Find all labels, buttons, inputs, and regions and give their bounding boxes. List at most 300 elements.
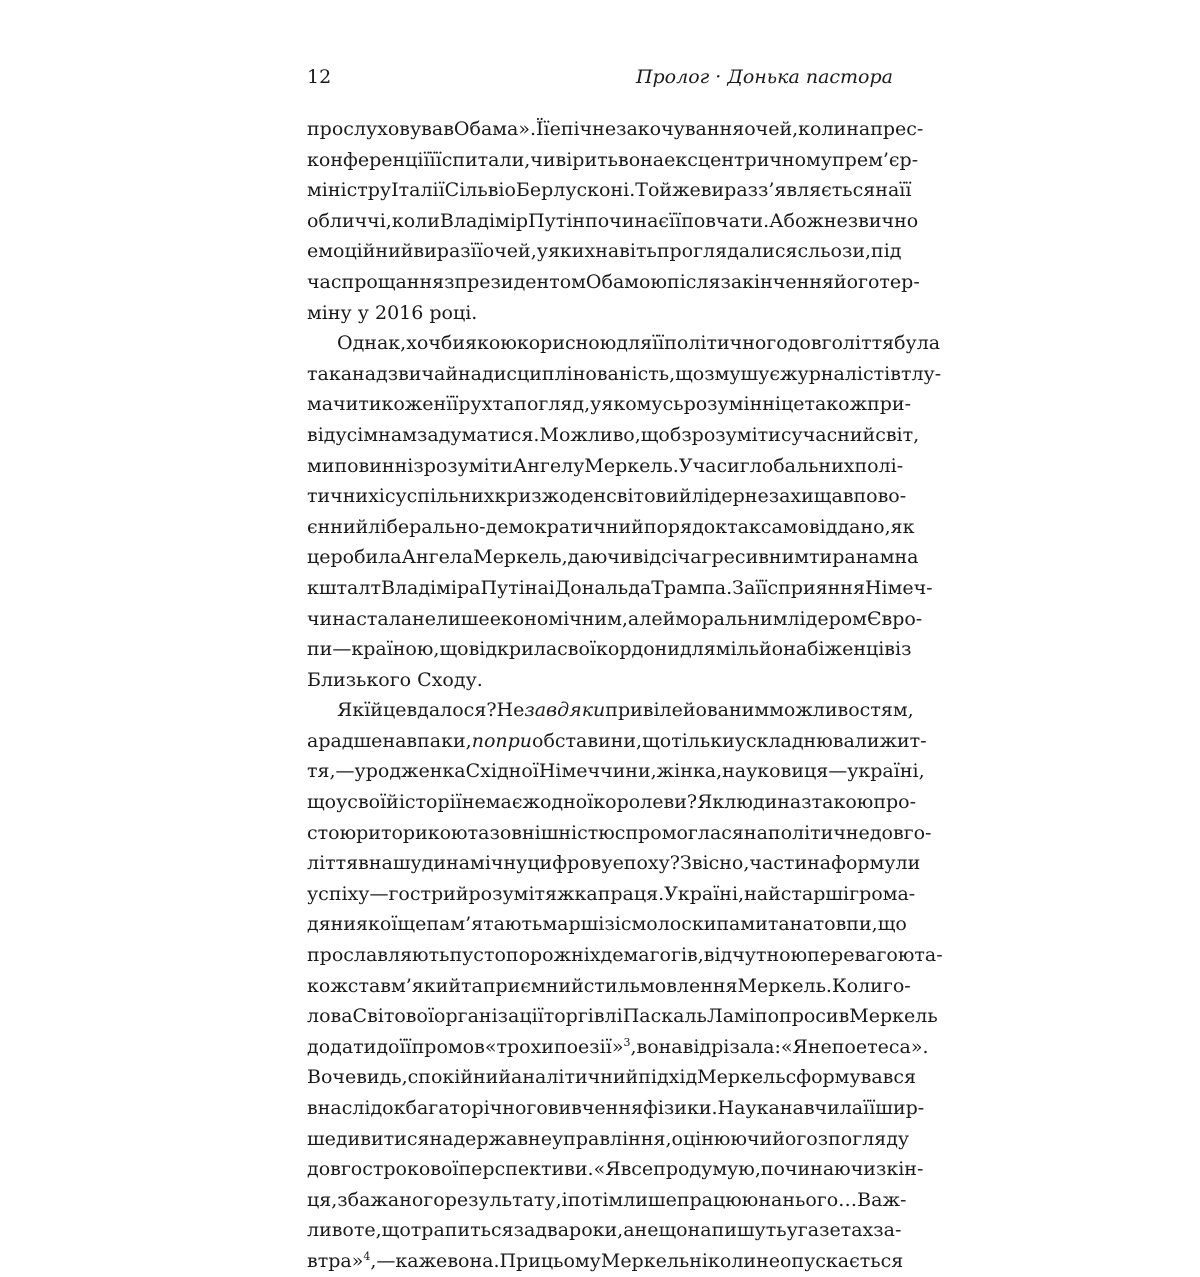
word [307, 1246, 376, 1277]
word: перевагою [807, 944, 915, 967]
word: закочування [616, 118, 745, 140]
text-line [307, 206, 919, 237]
word [832, 1032, 929, 1063]
text-line [307, 1001, 938, 1032]
word: кін- [886, 1158, 924, 1181]
word: дивитися [335, 1127, 430, 1150]
word: рух [458, 393, 493, 416]
word: ця, [307, 1188, 338, 1211]
word: багаторічного [405, 1097, 548, 1119]
word: Світової [352, 1005, 435, 1028]
word: навчила [779, 1097, 864, 1119]
text-run: це [382, 699, 407, 722]
word: ще [397, 913, 427, 936]
text-line [307, 267, 920, 298]
word: міну [307, 301, 352, 324]
text-line [307, 604, 923, 635]
text-run: цьому [540, 1249, 601, 1272]
text-run: що [642, 729, 672, 752]
word: конференції [307, 148, 430, 171]
word: го- [882, 974, 911, 997]
word: підхід [638, 1066, 698, 1089]
word: пустопорожніх [449, 944, 601, 967]
word [318, 726, 382, 757]
word: «Я [593, 1158, 621, 1181]
word [499, 1246, 540, 1277]
word: ливо [307, 1219, 354, 1242]
text-run: При [499, 1249, 541, 1272]
text-line [307, 756, 925, 787]
word: Паскаль [622, 1005, 707, 1028]
word: потім [567, 1188, 624, 1211]
word: закінчення [720, 270, 834, 293]
word: й [662, 607, 676, 630]
word: прем’єр- [832, 148, 919, 171]
word: тер- [879, 270, 920, 293]
text-run: опускається [779, 1249, 904, 1272]
word: нашу [368, 852, 422, 875]
word: вираз [700, 179, 759, 202]
text-run: ускладнювали [734, 729, 880, 752]
word: моральним [675, 607, 788, 630]
word: риторикою [356, 821, 468, 844]
word: Важ- [857, 1188, 907, 1211]
word: зі [604, 913, 621, 936]
word: Ламі [706, 1005, 755, 1028]
word: — [828, 760, 848, 783]
word [671, 726, 735, 757]
word: і [548, 576, 555, 599]
word: має [485, 791, 523, 814]
word: спокійний [407, 1066, 512, 1089]
text-run: Не [496, 699, 525, 722]
word: пово- [853, 485, 907, 508]
word: і [378, 485, 385, 508]
word: епоху? [612, 852, 680, 875]
word: два [535, 1219, 570, 1242]
word: світовий [606, 485, 692, 508]
word: усім [335, 423, 379, 446]
word: довго- [869, 821, 932, 844]
word: починаючи [760, 1158, 876, 1181]
word: у [357, 301, 369, 324]
word: та [461, 974, 483, 997]
word: вірить [555, 148, 618, 171]
word: 2016 [374, 301, 424, 324]
text-line [307, 512, 915, 543]
word: не [412, 607, 437, 630]
word: що [381, 1219, 411, 1242]
word: державне [453, 1127, 552, 1150]
word [447, 1246, 499, 1277]
word: розумінні [683, 393, 781, 416]
word: смолоскипами [620, 913, 768, 936]
word: його [833, 270, 880, 293]
word: очей, [482, 240, 537, 263]
word: прес- [870, 118, 924, 140]
text-run: промов [411, 1035, 485, 1058]
text-line [307, 634, 912, 665]
word: зрозуміти [681, 423, 781, 446]
text-run: не [756, 1249, 780, 1272]
word: з [444, 270, 455, 293]
word: кож [307, 974, 348, 997]
word [735, 726, 880, 757]
text-line [307, 114, 924, 145]
word: єнний [307, 515, 369, 538]
word: країною, [351, 638, 440, 661]
word: довгострокової [307, 1158, 459, 1181]
text-line [307, 328, 941, 359]
word: лова [307, 1005, 353, 1028]
word: Ангелу [512, 454, 585, 477]
word: на [429, 1127, 454, 1150]
word [601, 1246, 689, 1277]
word: королеви? [593, 791, 698, 814]
word: на [743, 821, 768, 844]
word: погляд, [514, 393, 591, 416]
text-run: а [307, 729, 319, 752]
emphasis: завдяки [524, 699, 606, 722]
text-line [307, 695, 914, 726]
word: зрозуміти [413, 454, 513, 477]
word: її [863, 1097, 876, 1119]
word: незвично [823, 209, 919, 232]
word [376, 1246, 395, 1277]
word: роки, [569, 1219, 624, 1242]
word: спитали, [441, 148, 531, 171]
word: Меркель. [584, 454, 679, 477]
word: тя, [307, 760, 336, 783]
word: Меркель [849, 1005, 938, 1028]
word [541, 1246, 601, 1277]
word: році. [429, 301, 478, 324]
word: повчати. [681, 209, 770, 232]
word: Ангела [401, 546, 474, 569]
word: торгівлі [543, 1005, 623, 1028]
text-line [307, 665, 894, 696]
footnote-ref: 4 [363, 1249, 371, 1263]
word: прощання [341, 270, 445, 293]
word: від [307, 423, 336, 446]
word: Східної [465, 760, 539, 783]
text-run: відрізала: [682, 1035, 781, 1058]
word: глобальних [739, 454, 855, 477]
word: та [492, 393, 515, 416]
word: змушує [704, 362, 781, 385]
word: трапиться [410, 1219, 514, 1242]
text-line [307, 298, 894, 329]
text-line [307, 1246, 904, 1277]
word: за [513, 1219, 536, 1242]
word: міністру [307, 179, 392, 202]
word: самовіддано, [760, 515, 891, 538]
text-line [307, 542, 919, 573]
word: чина [307, 607, 357, 630]
word: результату, [444, 1188, 562, 1211]
word: робила [330, 546, 402, 569]
word [524, 695, 605, 726]
text-run: навпаки, [382, 729, 472, 752]
word: країні, [677, 882, 745, 905]
text-line [307, 1032, 929, 1063]
word: спромоглася [614, 821, 744, 844]
text-line [307, 359, 942, 390]
word: бажаного [347, 1188, 445, 1211]
word: президентом [454, 270, 586, 293]
word: мовлення [639, 974, 738, 997]
running-head: Пролог · Донька пастора [635, 66, 893, 88]
word: приємний [482, 974, 584, 997]
word: не [744, 485, 769, 508]
word: її [429, 148, 442, 171]
word: такою [811, 791, 874, 814]
word: своїй [347, 791, 399, 814]
word: тичних [307, 485, 379, 508]
word [497, 695, 525, 726]
word: найстарші [744, 882, 850, 905]
word: щоб [640, 423, 682, 446]
word: що [439, 638, 469, 661]
word: пам’ятають [426, 913, 543, 936]
word: полі- [854, 454, 904, 477]
text-line [307, 879, 916, 910]
word: Близького [307, 668, 412, 691]
word [307, 726, 318, 757]
word: Трампа. [651, 576, 733, 599]
word: Коли [831, 974, 883, 997]
word: його [772, 1127, 818, 1150]
word: агресивним [690, 546, 810, 569]
word: нам [378, 423, 417, 446]
word: ліття [307, 852, 359, 875]
word: натовпи, [789, 913, 878, 936]
word: для [616, 332, 653, 355]
word [337, 695, 364, 726]
word [395, 1246, 447, 1277]
text-line [307, 420, 920, 451]
word: свої [557, 638, 597, 661]
text-line [307, 848, 921, 879]
word: з [875, 1158, 887, 1181]
word [781, 1032, 808, 1063]
word: епічне [549, 118, 617, 140]
text-line [307, 573, 933, 604]
word: обличчі, [307, 209, 392, 232]
word: став [347, 974, 391, 997]
text-line [307, 1124, 910, 1155]
word: Сільвіо [444, 179, 516, 202]
word [485, 1032, 554, 1063]
word: із [895, 638, 912, 661]
word: її [446, 393, 459, 416]
word: фізики. [642, 1097, 718, 1119]
word: демагогів, [600, 944, 704, 967]
text-line [307, 1215, 902, 1246]
word: на [846, 118, 871, 140]
word: лише [436, 607, 490, 630]
page-header [307, 64, 893, 90]
word: коли [391, 209, 440, 232]
word: відкрила [468, 638, 558, 661]
word: очей, [744, 118, 799, 140]
word: Меркель. [737, 974, 832, 997]
word: починає [585, 209, 670, 232]
text-run: ніколи [689, 1249, 757, 1272]
word: Обамою [585, 270, 668, 293]
word: та [767, 913, 790, 936]
text-run: — [376, 1249, 396, 1272]
word: погляду [828, 1127, 910, 1150]
text-line [307, 787, 917, 818]
word: дяни [307, 913, 357, 936]
word: жоден [541, 485, 607, 508]
word: лише [623, 1188, 677, 1211]
word: аналітичний [511, 1066, 639, 1089]
word [399, 1032, 411, 1063]
text-run: поезії» [553, 1035, 624, 1058]
word [364, 695, 383, 726]
word: і [528, 882, 535, 905]
word [382, 726, 471, 757]
word: Меркель, [473, 546, 568, 569]
word: хоч [406, 332, 441, 355]
text-run: до [376, 1035, 400, 1058]
text-line [307, 175, 912, 206]
word: вивчення [547, 1097, 643, 1119]
word: успіху [307, 882, 370, 905]
word: не [461, 791, 486, 814]
word: Однак, [337, 332, 407, 355]
word: економічним, [489, 607, 628, 630]
word: газетах [797, 1219, 874, 1242]
text-line [307, 726, 927, 757]
word: У [664, 882, 678, 905]
word: відсіч [632, 546, 691, 569]
word: Її [536, 118, 550, 140]
word: її [899, 179, 912, 202]
word: у [590, 393, 602, 416]
word: оцінюючи [671, 1127, 773, 1150]
word: як [890, 515, 915, 538]
text-run: вдалося? [406, 699, 497, 722]
word: на [758, 1188, 783, 1211]
word: уродженка [354, 760, 466, 783]
word: при- [867, 393, 912, 416]
word [383, 695, 406, 726]
word: але [627, 607, 663, 630]
word [532, 726, 642, 757]
word: задуматися. [416, 423, 540, 446]
text-line [307, 1062, 916, 1093]
word: сучасний [780, 423, 876, 446]
word: сльози, [797, 240, 872, 263]
word: на [875, 179, 900, 202]
word: внаслідок [307, 1097, 406, 1119]
word [642, 726, 671, 757]
text-line [307, 971, 911, 1002]
text-run: додати [307, 1035, 377, 1058]
word: була [894, 332, 941, 355]
word: така [307, 362, 353, 385]
word: у [847, 760, 859, 783]
word: відчутною [703, 944, 808, 967]
word: і [561, 1188, 568, 1211]
word: Євро- [866, 607, 923, 630]
word: Наука [717, 1097, 780, 1119]
word [880, 726, 927, 757]
text-line [307, 145, 919, 176]
word: Берлусконі. [515, 179, 636, 202]
word: що [307, 791, 337, 814]
word: У [678, 454, 693, 477]
word: перспективи. [458, 1158, 594, 1181]
text-run: , [370, 1249, 377, 1272]
text-run: не [807, 1035, 832, 1058]
word: жодної [522, 791, 594, 814]
word: Той [635, 179, 673, 202]
word: лідер [691, 485, 745, 508]
word: з [817, 1127, 829, 1150]
word: Владімір [439, 209, 529, 232]
word: а [623, 1219, 635, 1242]
word: Путін [528, 209, 586, 232]
text-run: Як [337, 699, 365, 722]
word: ж [806, 209, 824, 232]
word: це [307, 546, 331, 569]
word: пи [307, 638, 333, 661]
word: Або [769, 209, 807, 232]
word: суспільних [384, 485, 495, 508]
text-run: тільки [671, 729, 735, 752]
word: з’являється [758, 179, 876, 202]
word: стиль [583, 974, 640, 997]
emphasis: попри [471, 729, 533, 752]
word: Італії [391, 179, 445, 202]
word: — [369, 882, 389, 905]
word: емоційний [307, 240, 414, 263]
word: ше [307, 1127, 336, 1150]
footnote-ref: 3 [623, 1035, 631, 1049]
word: так [727, 515, 761, 538]
word: Як [697, 791, 725, 814]
word: Звісно, [680, 852, 750, 875]
word: управління, [551, 1127, 672, 1150]
word [472, 726, 532, 757]
text-run: поетеса». [831, 1035, 929, 1058]
word: якою [465, 332, 517, 355]
word: Сходу. [417, 668, 483, 691]
text-line [307, 451, 904, 482]
text-line [307, 1154, 924, 1185]
text-run: «Я [780, 1035, 808, 1058]
word: ліберально-демократичний [368, 515, 644, 538]
word: політичного [664, 332, 788, 355]
word: даючи [567, 546, 633, 569]
word: якої [356, 913, 398, 936]
text-line [307, 940, 943, 971]
word: біженців [807, 638, 896, 661]
word: та- [914, 944, 943, 967]
word: мачити [307, 393, 382, 416]
word: шир- [875, 1097, 925, 1119]
word: у [786, 1219, 798, 1242]
text-run: обставини, [532, 729, 643, 752]
word: стала [356, 607, 413, 630]
word: та [467, 821, 490, 844]
word [637, 1032, 683, 1063]
word: же [672, 179, 701, 202]
